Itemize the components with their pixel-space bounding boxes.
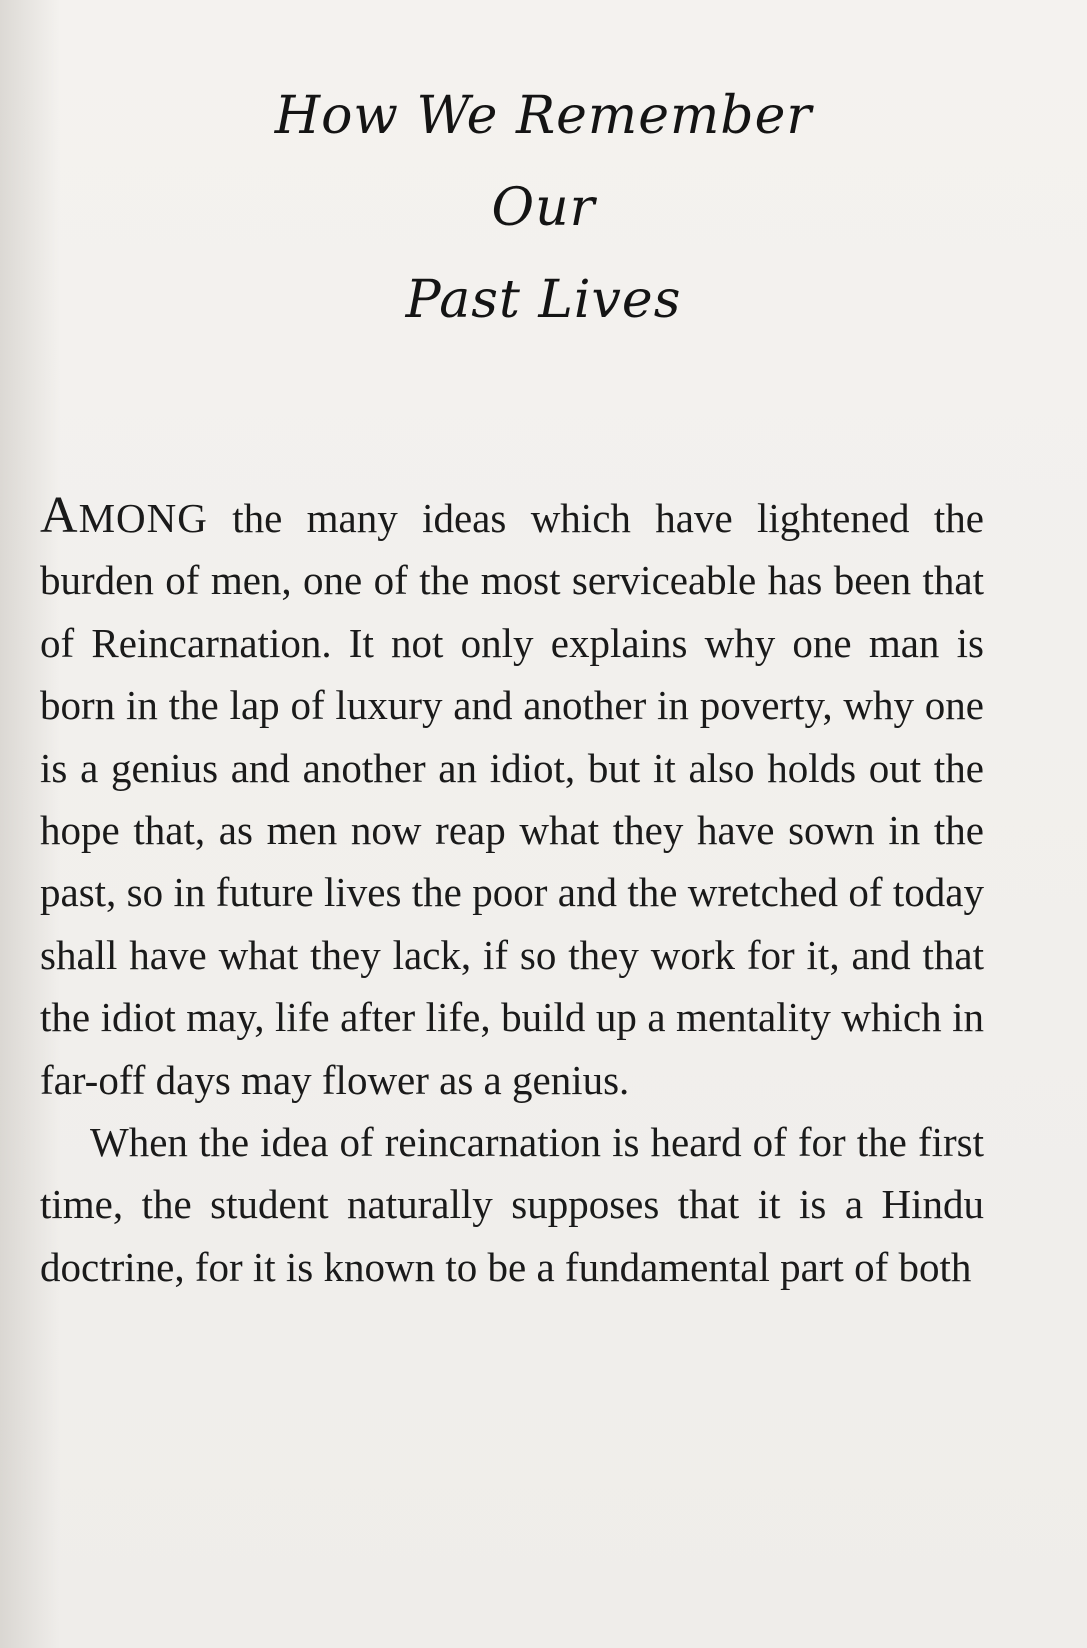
title-line-1: How We Remember bbox=[274, 86, 813, 146]
paragraph-2: When the idea of reincarnation is heard of for the first time, the student naturally supposes that it is a Hindu doctrine, for it is known to be a fundamental part of both bbox=[40, 1119, 984, 1290]
title-line-2: Our bbox=[491, 178, 596, 238]
title-line-3: Past Lives bbox=[405, 270, 682, 330]
drop-cap: A bbox=[40, 487, 79, 544]
paragraph-1-text: the many ideas which have lightened the burden of men, one of the most serviceable has been that of Reincarnation. It not only explains why one man is born in the lap of luxury and another in poverty, why one is a genius and another an idiot, but it also holds out the hope that, as men now reap what they have sown in the past, so in future lives the poor and the wretched of today shall have what they lack, if so they work for it, and that the idiot may, life after life, build up a mentality which in far-off days may flower as a genius. bbox=[40, 495, 984, 1103]
paragraph-1 bbox=[40, 485, 984, 1111]
chapter-title bbox=[0, 70, 1087, 346]
body-text bbox=[40, 485, 984, 1298]
opening-small-caps: MONG bbox=[78, 495, 208, 541]
